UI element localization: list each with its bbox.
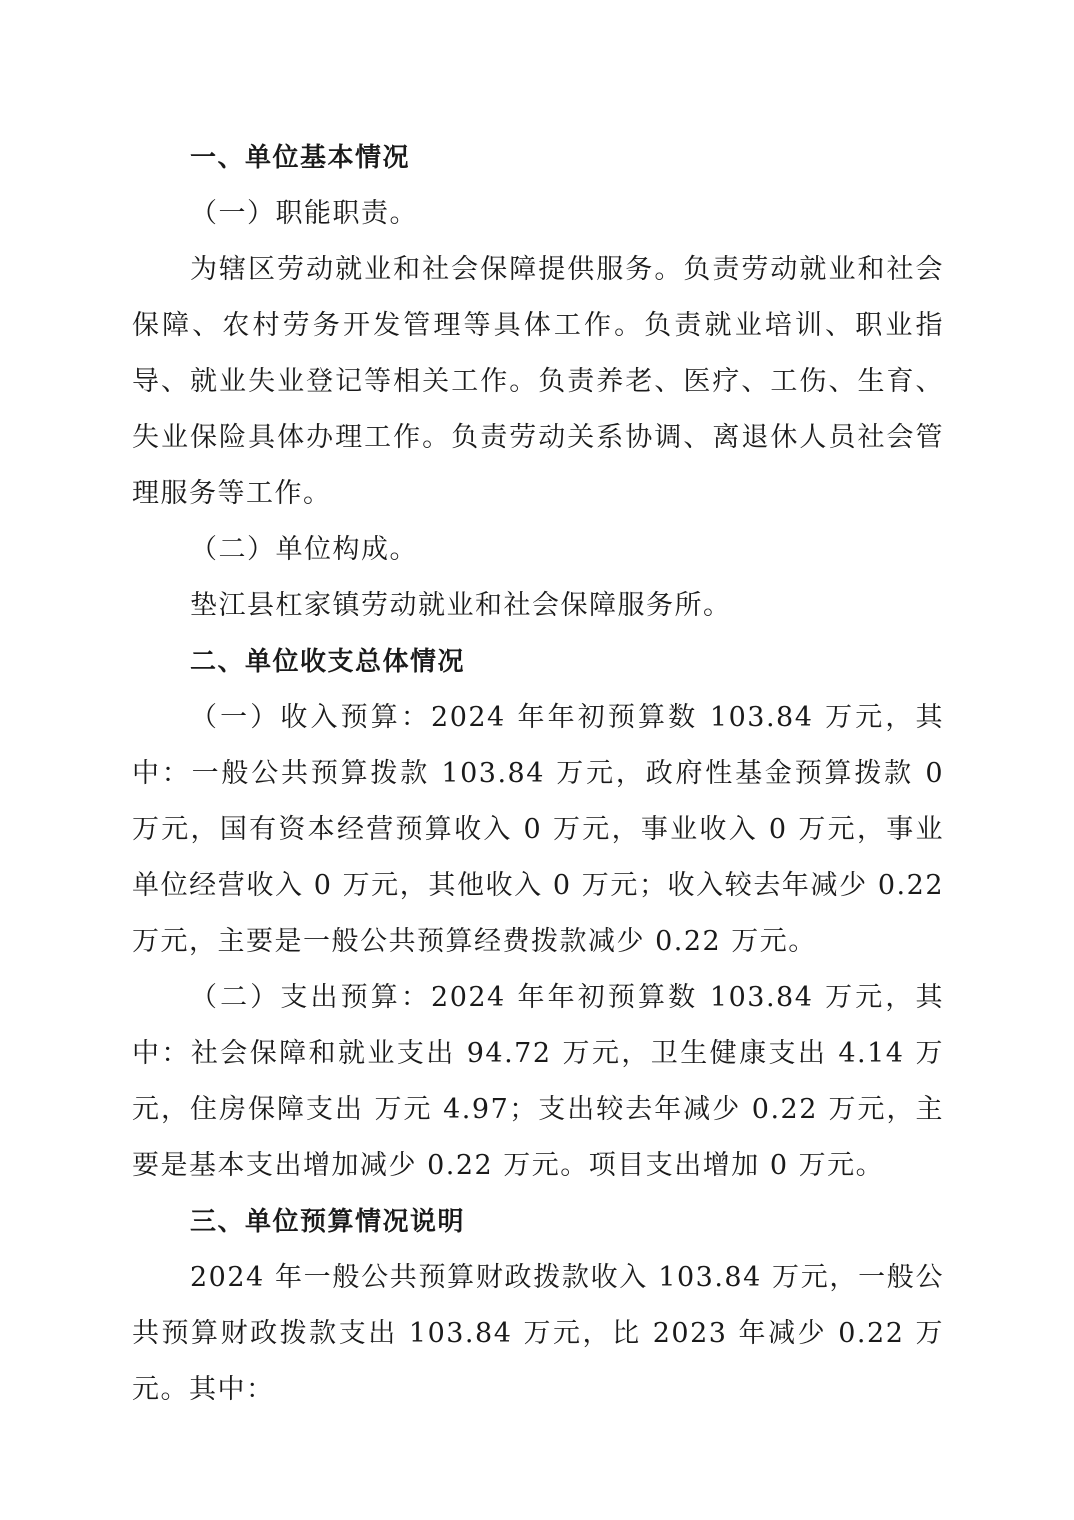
section-1-sub-1-title: （一）职能职责。: [190, 198, 418, 229]
income-budget-paragraph: （一）收入预算：2024 年年初预算数 103.84 万元，其中：一般公共预算拨款 103.84 万元，政府性基金预算拨款 0 万元，国有资本经营预算收入 0 万元，事业收入 0 万元，事业单位经营收入 0 万元，其他收入 0 万元；收入较去年减少 0.22 万元，主要是一般公共预算经费拨款减少 0.22 万元。: [132, 702, 973, 957]
section-1-sub-1-body: 为辖区劳动就业和社会保障提供服务。负责劳动就业和社会保障、农村劳务开发管理等具体工作。负责就业培训、职业指导、就业失业登记等相关工作。负责养老、医疗、工伤、生育、失业保险具体办理工作。负责劳动关系协调、离退休人员社会管理服务等工作。: [132, 254, 944, 509]
section-3-heading: 三、单位预算情况说明: [190, 1207, 466, 1237]
section-3-body: 2024 年一般公共预算财政拨款收入 103.84 万元，一般公共预算财政拨款支出 103.84 万元，比 2023 年减少 0.22 万元。其中：: [132, 1262, 944, 1405]
document-body: [132, 130, 973, 1418]
expense-budget-paragraph: （二）支出预算：2024 年年初预算数 103.84 万元，其中：社会保障和就业支出 94.72 万元，卫生健康支出 4.14 万元，住房保障支出 万元 4.97；支出较去年减少 0.22 万元，主要是基本支出增加减少 0.22 万元。项目支出增加 0 万元。: [132, 982, 944, 1181]
section-1-sub-2-body: 垫江县杠家镇劳动就业和社会保障服务所。: [190, 590, 732, 621]
section-2-heading: 二、单位收支总体情况: [190, 647, 466, 677]
section-1-heading: 一、单位基本情况: [190, 143, 411, 173]
section-1-sub-2-title: （二）单位构成。: [190, 534, 418, 565]
